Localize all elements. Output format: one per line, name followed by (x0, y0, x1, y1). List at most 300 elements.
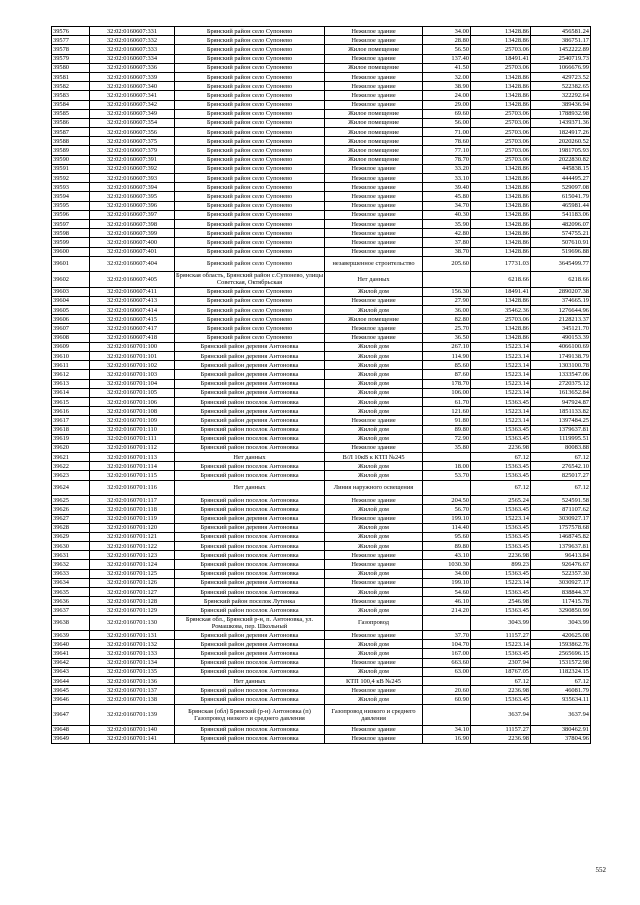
address-cell: Брянский район село Супонево (175, 256, 325, 272)
unit-value-cell: 35462.36 (471, 306, 531, 315)
row-number-cell: 39632 (52, 560, 90, 569)
row-number-cell: 39603 (52, 287, 90, 296)
unit-value-cell: 15223.14 (471, 370, 531, 379)
address-cell: Брянский район поселок Антоновка (175, 560, 325, 569)
object-type-cell: Жилой дом (325, 640, 423, 649)
unit-value-cell: 3637.94 (471, 704, 531, 725)
area-cell (423, 453, 471, 462)
cadastral-number-cell: 32:02:0160607:333 (90, 45, 175, 54)
table-row (52, 532, 591, 541)
table-row (52, 128, 591, 137)
area-cell: 36.50 (423, 333, 471, 342)
address-cell: Брянский район деревня Антоновка (175, 379, 325, 388)
address-cell: Брянский район село Супонево (175, 296, 325, 305)
area-cell: 1030.30 (423, 560, 471, 569)
row-number-cell: 39606 (52, 315, 90, 324)
table-row (52, 667, 591, 676)
unit-value-cell: 25703.06 (471, 45, 531, 54)
object-type-cell: Жилое помещение (325, 63, 423, 72)
address-cell: Брянский район село Супонево (175, 287, 325, 296)
cadastral-number-cell: 32:02:0160607:393 (90, 174, 175, 183)
cadastral-value-cell: 374665.19 (531, 296, 591, 305)
table-row (52, 560, 591, 569)
address-cell: Брянский район деревня Антоновка (175, 370, 325, 379)
area-cell: 214.20 (423, 606, 471, 615)
cadastral-number-cell: 32:02:0160701:117 (90, 496, 175, 505)
cadastral-number-cell: 32:02:0160607:404 (90, 256, 175, 272)
cadastral-value-cell: 444495.27 (531, 174, 591, 183)
unit-value-cell: 6218.66 (471, 272, 531, 288)
unit-value-cell: 2236.98 (471, 551, 531, 560)
area-cell: 95.60 (423, 532, 471, 541)
row-number-cell: 39579 (52, 54, 90, 63)
cadastral-number-cell: 32:02:0160607:339 (90, 72, 175, 81)
address-cell: Брянский район поселок Антоновка (175, 542, 325, 551)
area-cell: 27.90 (423, 296, 471, 305)
table-row (52, 416, 591, 425)
cadastral-number-cell: 32:02:0160607:413 (90, 296, 175, 305)
cadastral-value-cell: 1379637.81 (531, 542, 591, 551)
area-cell: 267.10 (423, 342, 471, 351)
object-type-cell: Жилой дом (325, 532, 423, 541)
object-type-cell: Нежилое здание (325, 82, 423, 91)
cadastral-number-cell: 32:02:0160607:356 (90, 128, 175, 137)
cadastral-number-cell: 32:02:0160607:342 (90, 100, 175, 109)
area-cell: 38.90 (423, 82, 471, 91)
cadastral-value-cell: 1379637.81 (531, 425, 591, 434)
cadastral-number-cell: 32:02:0160701:114 (90, 462, 175, 471)
area-cell: 37.80 (423, 238, 471, 247)
unit-value-cell: 15363.45 (471, 588, 531, 597)
table-row (52, 45, 591, 54)
unit-value-cell: 13428.86 (471, 27, 531, 36)
cadastral-value-cell: 80083.88 (531, 443, 591, 452)
object-type-cell: Нежилое здание (325, 560, 423, 569)
cadastral-value-cell: 2565696.15 (531, 649, 591, 658)
cadastral-value-cell: 522357.30 (531, 569, 591, 578)
table-row (52, 453, 591, 462)
object-type-cell: Жилое помещение (325, 128, 423, 137)
unit-value-cell: 25703.06 (471, 63, 531, 72)
cadastral-number-cell: 32:02:0160607:341 (90, 91, 175, 100)
table-row (52, 686, 591, 695)
cadastral-value-cell: 1333547.06 (531, 370, 591, 379)
cadastral-value-cell: 935634.11 (531, 695, 591, 704)
unit-value-cell: 15363.45 (471, 434, 531, 443)
table-row (52, 229, 591, 238)
cadastral-number-cell: 32:02:0160701:111 (90, 434, 175, 443)
unit-value-cell: 2546.98 (471, 597, 531, 606)
object-type-cell: Газопровод (325, 615, 423, 631)
cadastral-value-cell: 380462.91 (531, 725, 591, 734)
area-cell: 87.60 (423, 370, 471, 379)
table-row (52, 462, 591, 471)
row-number-cell: 39616 (52, 407, 90, 416)
row-number-cell: 39578 (52, 45, 90, 54)
unit-value-cell: 15363.45 (471, 523, 531, 532)
unit-value-cell: 13428.86 (471, 100, 531, 109)
row-number-cell: 39582 (52, 82, 90, 91)
object-type-cell: Нежилое здание (325, 183, 423, 192)
object-type-cell: Жилой дом (325, 667, 423, 676)
cadastral-number-cell: 32:02:0160607:399 (90, 229, 175, 238)
row-number-cell: 39644 (52, 677, 90, 686)
object-type-cell: Нежилое здание (325, 658, 423, 667)
unit-value-cell: 18767.05 (471, 667, 531, 676)
cadastral-number-cell: 32:02:0160701:109 (90, 416, 175, 425)
cadastral-value-cell: 322292.64 (531, 91, 591, 100)
address-cell: Брянский район деревня Антоновка (175, 649, 325, 658)
object-type-cell: Жилой дом (325, 695, 423, 704)
address-cell: Брянский район село Супонево (175, 306, 325, 315)
address-cell: Брянский район село Супонево (175, 54, 325, 63)
row-number-cell: 39607 (52, 324, 90, 333)
object-type-cell: Жилое помещение (325, 155, 423, 164)
unit-value-cell: 67.12 (471, 480, 531, 496)
object-type-cell: Нежилое здание (325, 27, 423, 36)
address-cell: Брянский район деревня Антоновка (175, 514, 325, 523)
table-row (52, 247, 591, 256)
unit-value-cell: 15363.45 (471, 425, 531, 434)
table-row (52, 370, 591, 379)
unit-value-cell: 13428.86 (471, 229, 531, 238)
row-number-cell: 39637 (52, 606, 90, 615)
table-row (52, 306, 591, 315)
cadastral-value-cell: 3637.94 (531, 704, 591, 725)
row-number-cell: 39623 (52, 471, 90, 480)
cadastral-value-cell: 6218.66 (531, 272, 591, 288)
address-cell: Брянский район село Супонево (175, 155, 325, 164)
table-row (52, 496, 591, 505)
row-number-cell: 39593 (52, 183, 90, 192)
row-number-cell: 39645 (52, 686, 90, 695)
unit-value-cell: 25703.06 (471, 118, 531, 127)
address-cell: Брянский район деревня Антоновка (175, 352, 325, 361)
unit-value-cell: 13428.86 (471, 72, 531, 81)
row-number-cell: 39614 (52, 388, 90, 397)
unit-value-cell: 17731.03 (471, 256, 531, 272)
address-cell: Брянский район деревня Антоновка (175, 361, 325, 370)
cadastral-value-cell: 389436.94 (531, 100, 591, 109)
cadastral-number-cell: 32:02:0160701:122 (90, 542, 175, 551)
row-number-cell: 39646 (52, 695, 90, 704)
address-cell: Брянский район деревня Антоновка (175, 631, 325, 640)
cadastral-number-cell: 32:02:0160607:391 (90, 155, 175, 164)
address-cell: Брянский район поселок Антоновка (175, 496, 325, 505)
area-cell: 43.10 (423, 551, 471, 560)
object-type-cell: Нежилое здание (325, 324, 423, 333)
area-cell: 663.60 (423, 658, 471, 667)
table-row (52, 505, 591, 514)
address-cell: Брянский район село Супонево (175, 45, 325, 54)
cadastral-value-cell: 4066100.69 (531, 342, 591, 351)
address-cell: Брянский район поселок Антоновка (175, 606, 325, 615)
object-type-cell: Нежилое здание (325, 210, 423, 219)
cadastral-number-cell: 32:02:0160701:130 (90, 615, 175, 631)
cadastral-number-cell: 32:02:0160701:104 (90, 379, 175, 388)
row-number-cell: 39617 (52, 416, 90, 425)
address-cell: Брянский район село Супонево (175, 219, 325, 228)
cadastral-value-cell: 1981705.93 (531, 146, 591, 155)
address-cell: Брянская область, Брянский район с.Супонево, улицы Советская, Октябрьская (176, 272, 323, 287)
row-number-cell: 39615 (52, 397, 90, 406)
cadastral-value-cell: 2720375.12 (531, 379, 591, 388)
object-type-cell: Нежилое здание (325, 219, 423, 228)
unit-value-cell: 13428.86 (471, 238, 531, 247)
cadastral-number-cell: 32:02:0160701:135 (90, 667, 175, 676)
unit-value-cell: 15223.14 (471, 416, 531, 425)
unit-value-cell: 15363.45 (471, 462, 531, 471)
area-cell: 45.80 (423, 192, 471, 201)
cadastral-value-cell: 529097.08 (531, 183, 591, 192)
row-number-cell: 39622 (52, 462, 90, 471)
area-cell: 42.80 (423, 229, 471, 238)
cadastral-number-cell: 32:02:0160701:136 (90, 677, 175, 686)
address-cell: Брянский район поселок Антоновка (175, 725, 325, 734)
cadastral-number-cell: 32:02:0160701:103 (90, 370, 175, 379)
row-number-cell: 39589 (52, 146, 90, 155)
page-number: 552 (595, 866, 606, 874)
area-cell: 69.60 (423, 109, 471, 118)
object-type-cell: Жилой дом (325, 370, 423, 379)
area-cell: 37.70 (423, 631, 471, 640)
row-number-cell: 39643 (52, 667, 90, 676)
cadastral-value-cell: 1119995.51 (531, 434, 591, 443)
cadastral-value-cell: 871107.62 (531, 505, 591, 514)
address-cell: Брянский район поселок Антоновка (175, 569, 325, 578)
area-cell: 204.50 (423, 496, 471, 505)
row-number-cell: 39612 (52, 370, 90, 379)
row-number-cell: 39634 (52, 578, 90, 587)
object-type-cell: Жилой дом (325, 379, 423, 388)
unit-value-cell: 13428.86 (471, 324, 531, 333)
object-type-cell: Жилое помещение (325, 315, 423, 324)
address-cell: Брянский район поселок Лутенка (175, 597, 325, 606)
cadastral-number-cell: 32:02:0160607:379 (90, 146, 175, 155)
row-number-cell: 39580 (52, 63, 90, 72)
unit-value-cell: 25703.06 (471, 128, 531, 137)
object-type-cell: Жилой дом (325, 397, 423, 406)
address-cell: Брянский район село Супонево (175, 146, 325, 155)
unit-value-cell: 18491.41 (471, 287, 531, 296)
object-type-cell: Нежилое здание (325, 36, 423, 45)
area-cell: 104.70 (423, 640, 471, 649)
object-type-cell: Нежилое здание (325, 597, 423, 606)
table-row (52, 118, 591, 127)
address-cell: Брянский район деревня Антоновка (175, 407, 325, 416)
unit-value-cell: 15363.45 (471, 569, 531, 578)
area-cell: 38.70 (423, 247, 471, 256)
area-cell: 46.10 (423, 597, 471, 606)
table-row (52, 597, 591, 606)
table-row (52, 649, 591, 658)
area-cell: 121.60 (423, 407, 471, 416)
cadastral-value-cell: 615041.79 (531, 192, 591, 201)
row-number-cell: 39609 (52, 342, 90, 351)
unit-value-cell: 15363.45 (471, 532, 531, 541)
unit-value-cell: 15363.45 (471, 505, 531, 514)
unit-value-cell: 13428.86 (471, 296, 531, 305)
object-type-cell: Жилой дом (325, 388, 423, 397)
row-number-cell: 39583 (52, 91, 90, 100)
cadastral-value-cell: 1303100.78 (531, 361, 591, 370)
object-type-cell: Нежилое здание (325, 54, 423, 63)
cadastral-number-cell: 32:02:0160701:110 (90, 425, 175, 434)
row-number-cell: 39633 (52, 569, 90, 578)
row-number-cell: 39630 (52, 542, 90, 551)
unit-value-cell: 25703.06 (471, 137, 531, 146)
cadastral-value-cell: 46081.79 (531, 686, 591, 695)
cadastral-number-cell: 32:02:0160607:394 (90, 183, 175, 192)
unit-value-cell: 2236.98 (471, 686, 531, 695)
unit-value-cell: 13428.86 (471, 82, 531, 91)
unit-value-cell: 13428.86 (471, 219, 531, 228)
cadastral-number-cell: 32:02:0160701:131 (90, 631, 175, 640)
unit-value-cell: 2236.98 (471, 443, 531, 452)
table-row (52, 192, 591, 201)
row-number-cell: 39636 (52, 597, 90, 606)
row-number-cell: 39638 (52, 615, 90, 631)
area-cell: 205.60 (423, 256, 471, 272)
object-type-cell: Нежилое здание (325, 192, 423, 201)
row-number-cell: 39604 (52, 296, 90, 305)
table-row (52, 734, 591, 743)
cadastral-value-cell: 2022830.82 (531, 155, 591, 164)
row-number-cell: 39613 (52, 379, 90, 388)
area-cell: 32.00 (423, 72, 471, 81)
address-cell: Брянский район село Супонево (175, 100, 325, 109)
cadastral-value-cell: 3030927.17 (531, 514, 591, 523)
cadastral-value-cell: 117415.78 (531, 597, 591, 606)
area-cell: 33.20 (423, 164, 471, 173)
cadastral-number-cell: 32:02:0160701:120 (90, 523, 175, 532)
cadastral-value-cell: 2128213.37 (531, 315, 591, 324)
unit-value-cell: 15223.14 (471, 514, 531, 523)
cadastral-number-cell: 32:02:0160607:411 (90, 287, 175, 296)
address-cell: Брянский район село Супонево (175, 201, 325, 210)
area-cell: 199.10 (423, 578, 471, 587)
cadastral-number-cell: 32:02:0160701:121 (90, 532, 175, 541)
unit-value-cell: 67.12 (471, 677, 531, 686)
table-row (52, 100, 591, 109)
cadastral-value-cell: 1182324.15 (531, 667, 591, 676)
unit-value-cell: 25703.06 (471, 155, 531, 164)
area-cell: 85.60 (423, 361, 471, 370)
unit-value-cell: 15223.14 (471, 342, 531, 351)
object-type-cell: Жилой дом (325, 542, 423, 551)
cadastral-value-table (51, 26, 591, 744)
row-number-cell: 39601 (52, 256, 90, 272)
cadastral-number-cell: 32:02:0160701:125 (90, 569, 175, 578)
row-number-cell: 39620 (52, 443, 90, 452)
cadastral-number-cell: 32:02:0160607:398 (90, 219, 175, 228)
table-row (52, 514, 591, 523)
address-cell: Брянский район поселок Антоновка (175, 462, 325, 471)
object-type-cell: Жилой дом (325, 569, 423, 578)
area-cell: 34.10 (423, 725, 471, 734)
table-row (52, 287, 591, 296)
table-row (52, 542, 591, 551)
object-type-cell: Жилой дом (325, 342, 423, 351)
address-cell: Брянский район село Супонево (175, 210, 325, 219)
object-type-cell: Нежилое здание (325, 201, 423, 210)
table-row (52, 219, 591, 228)
cadastral-number-cell: 32:02:0160701:128 (90, 597, 175, 606)
table-row (52, 137, 591, 146)
row-number-cell: 39625 (52, 496, 90, 505)
cadastral-value-cell: 1276644.96 (531, 306, 591, 315)
unit-value-cell: 15223.14 (471, 578, 531, 587)
table-row (52, 425, 591, 434)
unit-value-cell: 15363.45 (471, 695, 531, 704)
area-cell: 39.40 (423, 183, 471, 192)
table-row (52, 155, 591, 164)
area-cell: 106.00 (423, 388, 471, 397)
cadastral-value-cell: 465981.44 (531, 201, 591, 210)
address-cell: Брянский район поселок Антоновка (175, 686, 325, 695)
area-cell: 34.70 (423, 201, 471, 210)
table-row (52, 72, 591, 81)
unit-value-cell: 13428.86 (471, 192, 531, 201)
table-row (52, 342, 591, 351)
object-type-cell: Нежилое здание (325, 174, 423, 183)
address-cell: Брянский район село Супонево (175, 324, 325, 333)
area-cell: 56.70 (423, 505, 471, 514)
table-row (52, 640, 591, 649)
cadastral-value-cell: 482096.07 (531, 219, 591, 228)
area-cell (423, 272, 471, 288)
cadastral-value-cell: 456581.24 (531, 27, 591, 36)
table-row (52, 471, 591, 480)
address-cell: Брянский район село Супонево (175, 36, 325, 45)
cadastral-number-cell: 32:02:0160607:396 (90, 201, 175, 210)
object-type-cell: Нежилое здание (325, 686, 423, 695)
cadastral-value-cell: 1749138.79 (531, 352, 591, 361)
table-row (52, 272, 591, 288)
cadastral-value-cell: 3290850.99 (531, 606, 591, 615)
cadastral-value-cell: 1066676.99 (531, 63, 591, 72)
cadastral-value-cell: 825017.27 (531, 471, 591, 480)
object-type-cell: Жилое помещение (325, 146, 423, 155)
address-cell: Брянский район село Супонево (175, 27, 325, 36)
row-number-cell: 39598 (52, 229, 90, 238)
address-cell: Нет данных (175, 677, 325, 686)
table-row (52, 551, 591, 560)
address-cell: Брянский район село Супонево (175, 164, 325, 173)
row-number-cell: 39592 (52, 174, 90, 183)
cadastral-value-cell: 276542.10 (531, 462, 591, 471)
area-cell: 29.00 (423, 100, 471, 109)
cadastral-number-cell: 32:02:0160607:417 (90, 324, 175, 333)
cadastral-number-cell: 32:02:0160607:395 (90, 192, 175, 201)
cadastral-number-cell: 32:02:0160607:418 (90, 333, 175, 342)
row-number-cell: 39618 (52, 425, 90, 434)
address-cell: Брянский район село Супонево (175, 174, 325, 183)
cadastral-number-cell: 32:02:0160607:336 (90, 63, 175, 72)
cadastral-number-cell: 32:02:0160701:138 (90, 695, 175, 704)
row-number-cell: 39599 (52, 238, 90, 247)
row-number-cell: 39596 (52, 210, 90, 219)
object-type-cell: Жилой дом (325, 287, 423, 296)
cadastral-number-cell: 32:02:0160607:334 (90, 54, 175, 63)
cadastral-value-cell: 345121.70 (531, 324, 591, 333)
address-cell: Брянский район село Супонево (175, 137, 325, 146)
area-cell: 78.60 (423, 137, 471, 146)
address-cell: Брянский район поселок Антоновка (175, 551, 325, 560)
object-type-cell: Нежилое здание (325, 296, 423, 305)
address-cell: Брянский район поселок Антоновка (175, 658, 325, 667)
table-row (52, 256, 591, 272)
